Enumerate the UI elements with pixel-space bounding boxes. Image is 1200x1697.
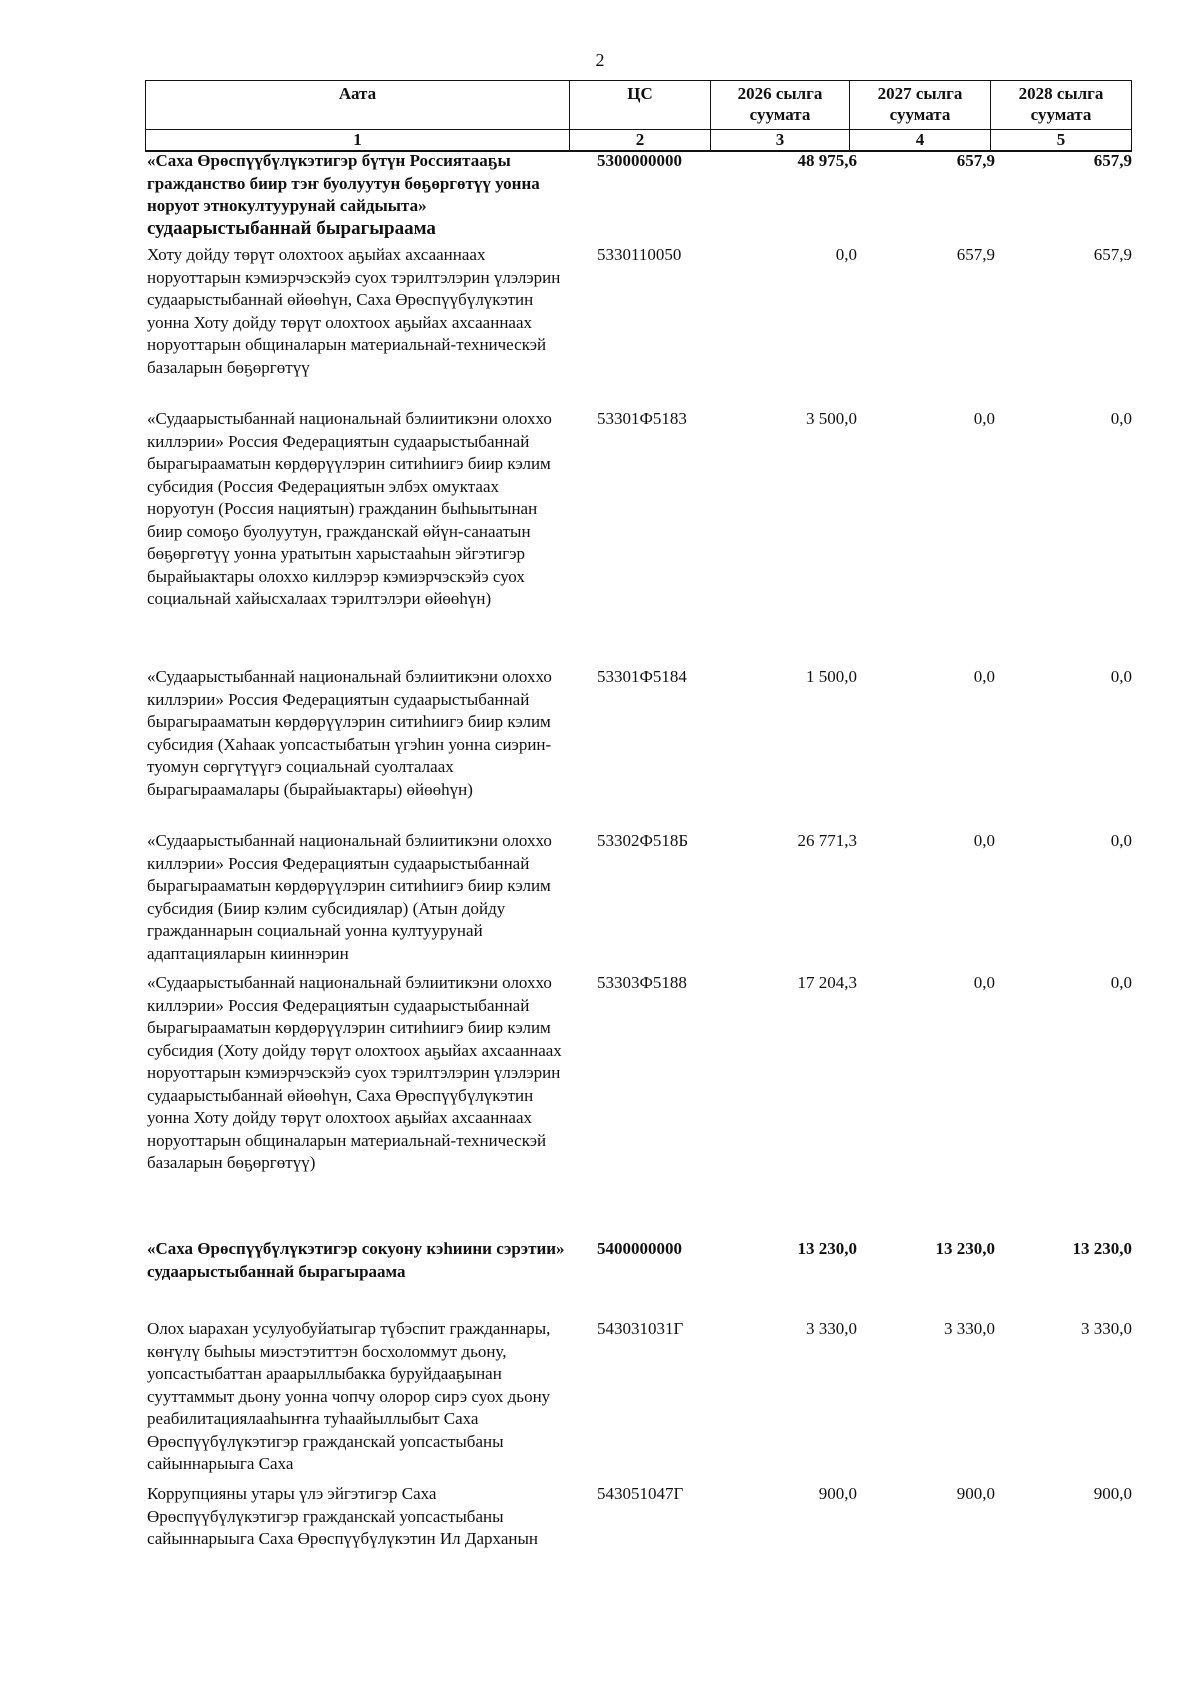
header-2028: 2028 сылга суумата	[991, 81, 1132, 130]
value-2026: 3 500,0	[806, 409, 857, 428]
row-code: 53302Ф518Б	[597, 831, 689, 850]
row-name: «Судаарыстыбаннай национальнай бэлиитикэни олоххо киллэрии» Россия Федерациятын судаарыстыбаннай бырагырааматын көрдөрүүлэрин ситиһиигэ биир кэлим субсидия (Россия Федерациятын элбэх омуктаах норуотун (Россия нациятын) гражданин быһыытынан биир сомоҕо буолуутун, гражданскай өйүн-санаатын бөҕөргөтүү уонна уратытын харыстааһын эйгэтигэр бырайыактары олоххо киллэрэр кэмиэрчэскэйэ суох социальнай хайысхалаах тэрилтэлэри өйөөһүн)	[147, 409, 552, 608]
row-name: «Судаарыстыбаннай национальнай бэлиитикэни олоххо киллэрии» Россия Федерациятын судаарыстыбаннай бырагырааматын көрдөрүүлэрин ситиһиигэ биир кэлим субсидия (Хаһаак уопсастыбатын үгэһин уонна сиэрин-туомун сөргүтүүгэ социальнай суолталаах бырагыраамалары (бырайыактары) өйөөһүн)	[147, 667, 552, 799]
value-2026: 1 500,0	[806, 667, 857, 686]
value-2027: 0,0	[973, 409, 995, 428]
value-2026: 48 975,6	[797, 151, 857, 170]
header-code: ЦС	[570, 81, 711, 130]
header-name: Аата	[146, 81, 570, 130]
row-name: «Судаарыстыбаннай национальнай бэлиитикэни олоххо киллэрии» Россия Федерациятын судаарыстыбаннай бырагырааматын көрдөрүүлэрин ситиһиигэ биир кэлим субсидия (Биир кэлим субсидиялар) (Атын дойду гражданнарын социальнай уонна култуурунай адаптацияларын кииннэрин	[147, 831, 552, 963]
value-2026: 13 230,0	[797, 1239, 857, 1258]
value-2028: 0,0	[1110, 831, 1132, 850]
value-2028: 0,0	[1110, 973, 1132, 992]
value-2028: 0,0	[1110, 667, 1132, 686]
row-code: 543031031Г	[597, 1319, 684, 1338]
value-2027: 0,0	[973, 831, 995, 850]
header-2026: 2026 сылга суумата	[711, 81, 850, 130]
row-name: «Саха Өрөспүүбүлүкэтигэр сокуону кэһиини сэрэтии» судаарыстыбаннай бырагыраама	[147, 1239, 565, 1281]
column-number: 5	[991, 130, 1132, 152]
value-2026: 3 330,0	[806, 1319, 857, 1338]
row-name: Коррупцияны утары үлэ эйгэтигэр Саха Өрөспүүбүлүкэтигэр гражданскай уопсастыбаны сайыннарыыга Саха Өрөспүүбүлүкэтин Ил Дарханын	[147, 1484, 538, 1548]
value-2027: 3 330,0	[944, 1319, 995, 1338]
header-2027: 2027 сылга суумата	[850, 81, 991, 130]
value-2026: 900,0	[818, 1484, 857, 1503]
value-2027: 0,0	[973, 667, 995, 686]
value-2026: 0,0	[835, 245, 857, 264]
row-code: 53303Ф5188	[597, 973, 687, 992]
row-code: 53301Ф5183	[597, 409, 687, 428]
value-2028: 0,0	[1110, 409, 1132, 428]
row-code: 5300000000	[597, 151, 682, 170]
value-2027: 13 230,0	[935, 1239, 995, 1258]
table-header	[145, 80, 1132, 152]
value-2027: 900,0	[956, 1484, 995, 1503]
value-2026: 17 204,3	[797, 973, 857, 992]
row-code: 53301Ф5184	[597, 667, 687, 686]
page-number: 2	[595, 50, 605, 70]
row-name: Олох ыарахан усулуобуйатыгар түбэспит гражданнары, көҥүлү быһыы миэстэтиттэн босхоломмут дьону, уопсастыбаттан араарыллыбакка буруйдааҕынан сууттаммыт дьону уонна чопчу олорор сирэ суох дьону реабилитациялааһыҥҥа туһаайыллыбыт Саха Өрөспүүбүлүкэтигэр гражданскай уопсастыбаны сайыннарыыга Саха	[147, 1319, 551, 1473]
row-code: 5330110050	[597, 245, 682, 264]
value-2027: 657,9	[956, 151, 995, 170]
value-2027: 657,9	[956, 245, 995, 264]
value-2026: 26 771,3	[797, 831, 857, 850]
value-2028: 900,0	[1093, 1484, 1132, 1503]
value-2028: 3 330,0	[1081, 1319, 1132, 1338]
value-2027: 0,0	[973, 973, 995, 992]
value-2028: 657,9	[1093, 151, 1132, 170]
value-2028: 657,9	[1093, 245, 1132, 264]
value-2028: 13 230,0	[1072, 1239, 1132, 1258]
row-code: 543051047Г	[597, 1484, 684, 1503]
column-number: 2	[570, 130, 711, 152]
column-number: 1	[146, 130, 570, 152]
row-code: 5400000000	[597, 1239, 682, 1258]
column-number: 4	[850, 130, 991, 152]
row-name: «Судаарыстыбаннай национальнай бэлиитикэни олоххо киллэрии» Россия Федерациятын судаарыстыбаннай бырагырааматын көрдөрүүлэрин ситиһиигэ биир кэлим субсидия (Хоту дойду төрүт олохтоох аҕыйах ахсааннаах норуоттарын кэмиэрчэскэйэ суох тэрилтэлэрин үлэлэрин судаарыстыбаннай өйөөһүн, Саха Өрөспүүбүлүкэтин уонна Хоту дойду төрүт олохтоох аҕыйах ахсааннаах норуоттарын общиналарын материальнай-техническэй базаларын бөҕөргөтүү)	[147, 973, 562, 1172]
column-number: 3	[711, 130, 850, 152]
row-name: «Саха Өрөспүүбүлүкэтигэр бүтүн Россиятааҕы гражданство биир тэҥ буолуутун бөҕөргөтүү уонна норуот этнокултуурунай сайдыыта» судаарыстыбаннай бырагыраама	[147, 151, 540, 239]
row-name: Хоту дойду төрүт олохтоох аҕыйах ахсааннаах норуоттарын кэмиэрчэскэйэ суох тэрилтэлэрин үлэлэрин судаарыстыбаннай өйөөһүн, Саха Өрөспүүбүлүкэтин уонна Хоту дойду төрүт олохтоох аҕыйах ахсааннаах норуоттарын общиналарын материальнай-техническэй базаларын бөҕөргөтүү	[147, 245, 561, 377]
